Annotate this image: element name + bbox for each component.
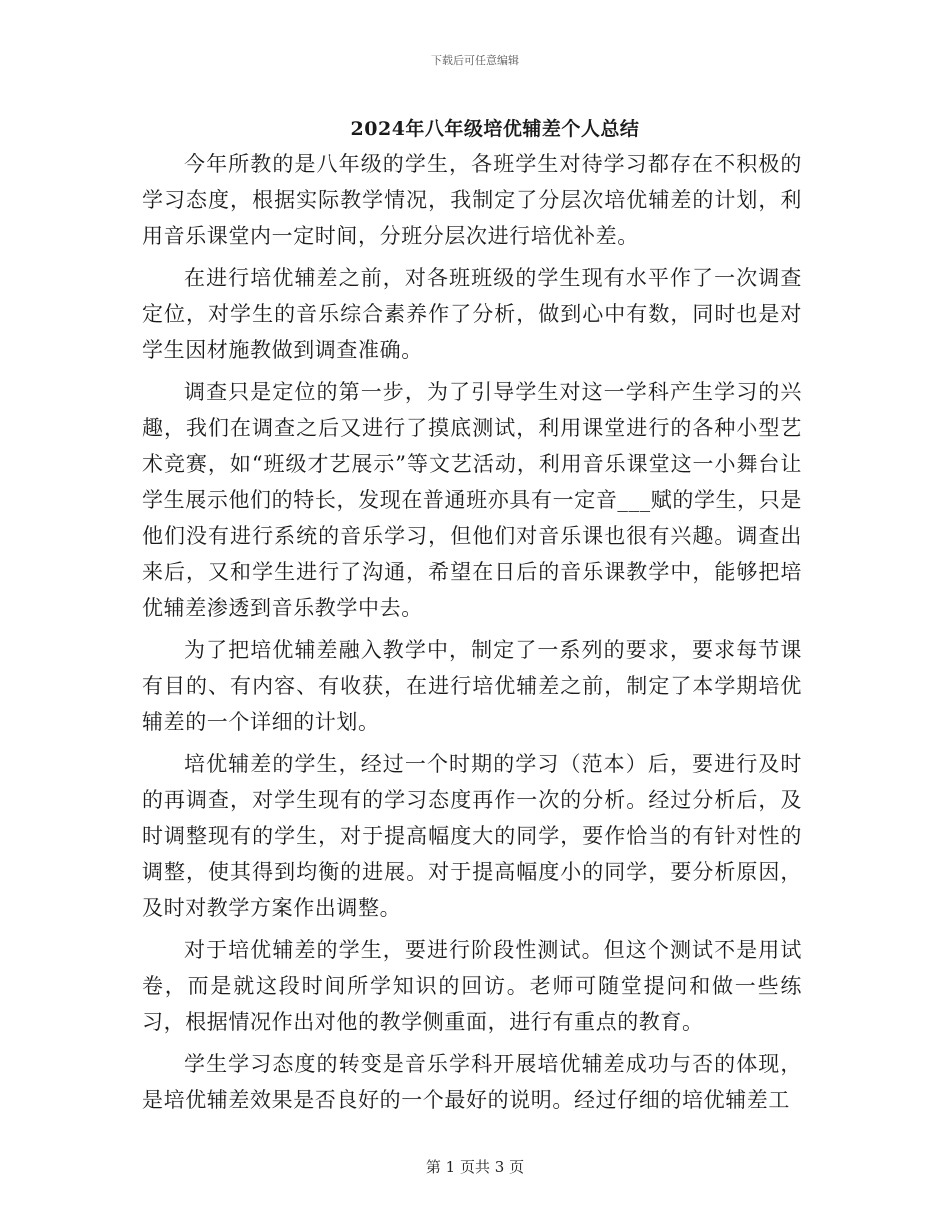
paragraph: 培优辅差的学生，经过一个时期的学习（范本）后，要进行及时的再调查，对学生现有的学习态度再作一次的分析。经过分析后，及时调整现有的学生，对于提高幅度大的同学，要作恰当的有针对性的调整，使其得到均衡的进展。对于提高幅度小的同学，要分析原因，及时对教学方案作出调整。 (142, 752, 802, 920)
document-body (142, 146, 802, 1124)
document-title: 2024年八年级培优辅差个人总结 (350, 118, 640, 140)
paragraph: 对于培优辅差的学生，要进行阶段性测试。但这个测试不是用试卷，而是就这段时间所学知识的回访。老师可随堂提问和做一些练习，根据情况作出对他的教学侧重面，进行有重点的教育。 (142, 938, 802, 1034)
paragraph: 为了把培优辅差融入教学中，制定了一系列的要求，要求每节课有目的、有内容、有收获，在进行培优辅差之前，制定了本学期培优辅差的一个详细的计划。 (142, 638, 802, 734)
page-footer: 第 1 页共 3 页 (425, 1158, 525, 1176)
paragraph: 今年所教的是八年级的学生，各班学生对待学习都存在不积极的学习态度，根据实际教学情况，我制定了分层次培优辅差的计划，利用音乐课堂内一定时间，分班分层次进行培优补差。 (142, 152, 802, 248)
paragraph: 学生学习态度的转变是音乐学科开展培优辅差成功与否的体现，是培优辅差效果是否良好的一个最好的说明。经过仔细的培优辅差工 (142, 1052, 802, 1112)
paragraph: 在进行培优辅差之前，对各班班级的学生现有水平作了一次调查定位，对学生的音乐综合素养作了分析，做到心中有数，同时也是对学生因材施教做到调查准确。 (142, 266, 802, 362)
page-header: 下载后可任意编辑 (431, 54, 519, 67)
paragraph: 调查只是定位的第一步，为了引导学生对这一学科产生学习的兴趣，我们在调查之后又进行了摸底测试，利用课堂进行的各种小型艺术竞赛，如“班级才艺展示”等文艺活动，利用音乐课堂这一小舞台让学生展示他们的特长，发现在普通班亦具有一定音___赋的学生，只是他们没有进行系统的音乐学习，但他们对音乐课也很有兴趣。调查出来后，又和学生进行了沟通，希望在日后的音乐课教学中，能够把培优辅差渗透到音乐教学中去。 (142, 380, 802, 620)
